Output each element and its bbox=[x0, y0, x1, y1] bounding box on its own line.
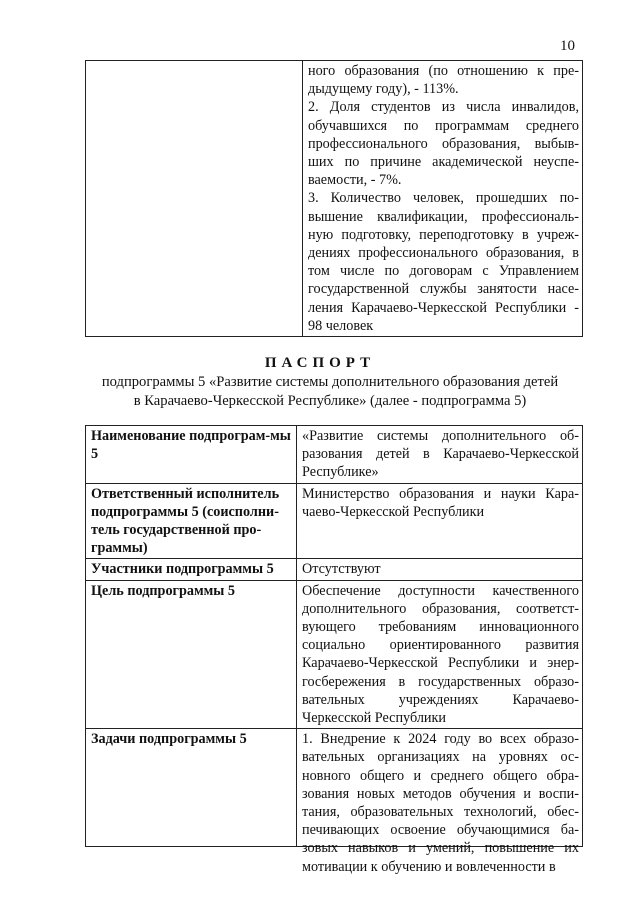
row-label-tasks: Задачи подпрограммы 5 bbox=[86, 729, 297, 847]
result-item-2: 2. Доля студентов из числа инвалидов, обучавшихся по программам среднего профессионального образования, выбыв-ших по причине академической неуспе-ваемости, - 7%. bbox=[308, 99, 579, 189]
passport-heading: ПАСПОРТ bbox=[264, 355, 376, 371]
continued-results-table bbox=[85, 60, 583, 337]
subtitle-line-2: в Карачаево-Черкесской Республике» (далее - подпрограмма 5) bbox=[133, 393, 527, 409]
table-row bbox=[86, 559, 583, 580]
passport-subtitle bbox=[40, 373, 620, 411]
table-row bbox=[86, 483, 583, 559]
table-row bbox=[86, 729, 583, 847]
table-cell-results bbox=[303, 61, 583, 337]
page-number: 10 bbox=[560, 38, 575, 54]
result-item-1: ного образования (по отношению к пре-дыдущему году), - 113%. bbox=[308, 63, 579, 98]
row-value-executor: Министерство образования и науки Кара-чаево-Черкесской Республики bbox=[297, 483, 583, 559]
row-label-participants: Участники подпрограммы 5 bbox=[86, 559, 297, 580]
passport-table bbox=[85, 425, 583, 875]
table-cell-empty bbox=[86, 61, 303, 337]
table-row bbox=[86, 426, 583, 484]
row-label-executor: Ответственный исполнитель подпрограммы 5 (соисполни-тель государственной про-граммы) bbox=[86, 483, 297, 559]
row-value-tasks bbox=[297, 729, 583, 875]
row-value-participants: Отсутствуют bbox=[297, 559, 583, 580]
row-value-goal: Обеспечение доступности качественного дополнительного образования, соответст-вующего требованиям инновационного социально ориентированного развития Карачаево-Черкесской Республики и энер-госбережения в государственных образо-вательных учреждениях Карачаево-Черкесской Республики bbox=[297, 580, 583, 729]
row-label-goal: Цель подпрограммы 5 bbox=[86, 580, 297, 729]
table-row bbox=[86, 61, 583, 337]
table-row bbox=[86, 580, 583, 729]
tasks-text: 1. Внедрение к 2024 году во всех образо-вательных организациях на уровнях ос-новного общего и среднего общего обра-зования новых методов обучения и воспи-тания, образовательных технологий, обес-печивающих освоение обучающимися ба-зовых навыков и умений, повышение их мотивации к обучению и вовлеченности в bbox=[302, 731, 579, 875]
subtitle-line-1: подпрограммы 5 «Развитие системы дополнительного образования детей bbox=[101, 374, 559, 390]
row-value-name: «Развитие системы дополнительного об-разования детей в Карачаево-Черкесской Республике» bbox=[297, 426, 583, 484]
row-label-name: Наименование подпрограм-мы 5 bbox=[86, 426, 297, 484]
result-item-3: 3. Количество человек, прошедших по-вышение квалификации, профессиональ-ную подготовку, переподготовку в учреж-дениях профессионального образования, в том числе по договорам с Управлением государственной службы занятости насе-ления Карачаево-Черкесской Республики - 98 человек bbox=[308, 190, 579, 334]
